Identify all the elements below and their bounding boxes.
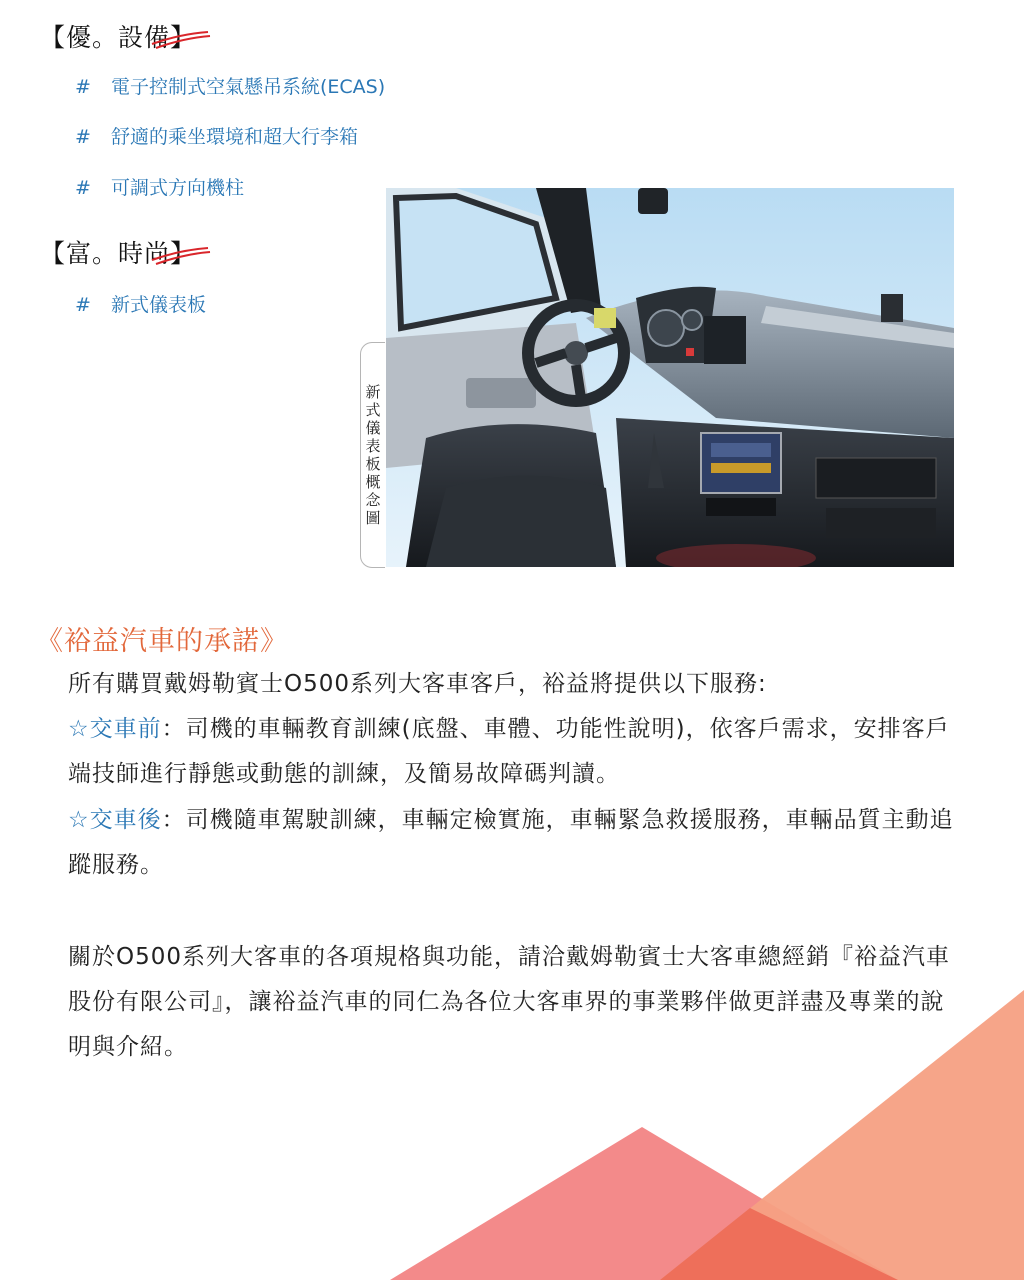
dashboard-photo <box>386 188 954 567</box>
promise-title: 《裕益汽車的承諾》 <box>36 626 288 657</box>
section-heading-fashion: 【富。時尚】 <box>40 239 197 268</box>
red-scribble-underline <box>150 28 212 50</box>
red-scribble-underline <box>150 244 212 266</box>
service-after-label: ☆交車後 <box>68 807 162 833</box>
section-heading-equipment: 【優。設備】 <box>40 23 197 52</box>
contact-paragraph: 關於O500系列大客車的各項規格與功能，請洽戴姆勒賓士大客車總經銷『裕益汽車股份有限公司』，讓裕益汽車的同仁為各位大客車界的事業夥伴做更詳盡及專業的說明與介紹。 <box>68 944 951 1060</box>
list-item: # 可調式方向機柱 <box>75 177 245 199</box>
photo-caption: 新 式 儀 表 板 概 念 圖 <box>365 383 381 527</box>
service-after-delivery: ☆交車後：司機隨車駕駛訓練，車輛定檢實施，車輛緊急救援服務，車輛品質主動追蹤服務。 <box>68 807 954 878</box>
list-item: # 新式儀表板 <box>75 294 207 316</box>
service-before-delivery: ☆交車前：司機的車輛教育訓練(底盤、車體、功能性說明)，依客戶需求，安排客戶端技師進行靜態或動態的訓練，及簡易故障碼判讀。 <box>68 716 950 787</box>
list-item: # 舒適的乘坐環境和超大行李箱 <box>75 126 359 148</box>
list-item: # 電子控制式空氣懸吊系統(ECAS) <box>75 76 386 98</box>
promise-intro: 所有購買戴姆勒賓士O500系列大客車客戶，裕益將提供以下服務: <box>68 671 767 697</box>
service-before-label: ☆交車前 <box>68 716 162 742</box>
